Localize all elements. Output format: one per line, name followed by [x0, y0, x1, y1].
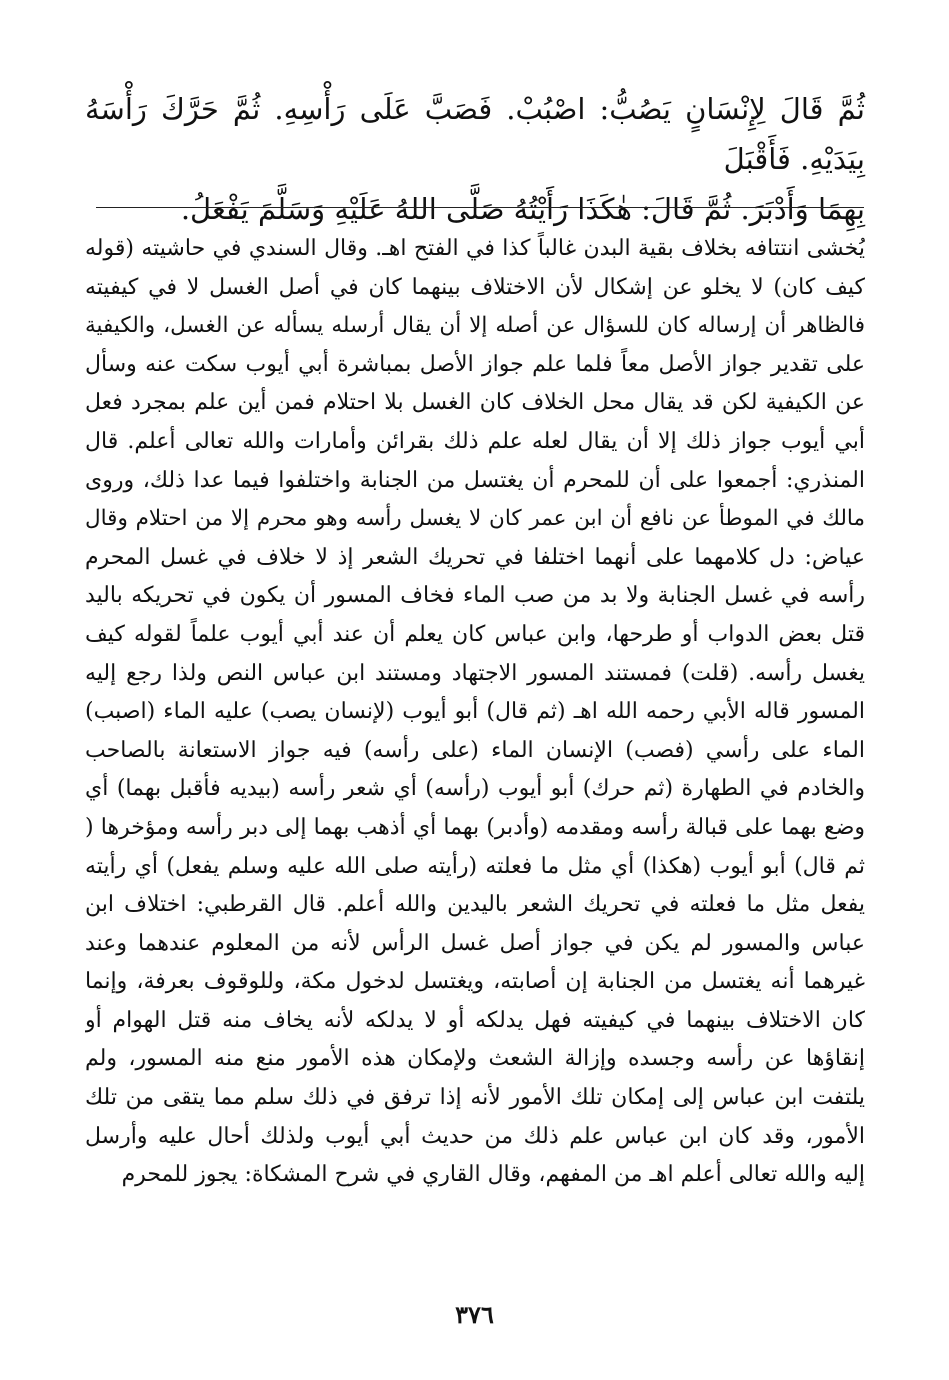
commentary-line: قتل بعض الدواب أو طرحها، وابن عباس كان يعلم أن عند أبي أيوب علماً لقوله كيف [85, 621, 865, 647]
commentary-line: مالك في الموطأ عن نافع أن ابن عمر كان لا يغسل رأسه وهو محرم إلا من احتلام وقال [85, 506, 865, 532]
commentary-line: ثم قال) أبو أيوب (هكذا) أي مثل ما فعلته (رأيته صلى الله عليه وسلم يفعل) أي رأيته [85, 853, 865, 879]
hadith-line: بِهِمَا وَأَدْبَرَ. ثُمَّ قَالَ: هٰكَذَا رَأَيْتُهُ صَلَّى اللهُ عَلَيْهِ وَسَلَّمَ يَفْعَلُ. [180, 192, 865, 226]
commentary-line: عن الكيفية لكن قد يقال محل الخلاف كان الغسل بلا احتلام فمن أين علم بمجرد فعل [85, 390, 865, 416]
commentary-line: يُخشى انتتافه بخلاف بقية البدن غالباً كذا في الفتح اهـ. وقال السندي في حاشيته (قوله [85, 236, 865, 261]
commentary-line: إنقاؤها عن رأسه وجسده وإزالة الشعث ولإمكان هذه الأمور منع منه المسور، ولم [85, 1046, 865, 1072]
commentary-line: وضع بهما على قبالة رأسه ومقدمه (وأدبر) بهما أي أذهب بهما إلى دبر رأسه ومؤخرها ( [85, 814, 865, 840]
page-number: ٣٧٦ [455, 1300, 494, 1329]
commentary-line: إليه والله تعالى أعلم اهـ من المفهم، وقال القاري في شرح المشكاة: يجوز للمحرم [121, 1162, 865, 1188]
commentary-line: رأسه في غسل الجنابة ولا بد من صب الماء فخاف المسور أن يكون في تحريكه باليد [85, 583, 865, 609]
hadith-text [85, 84, 865, 234]
commentary-line: المنذري: أجمعوا على أن للمحرم أن يغتسل من الجنابة واختلفوا فيما عدا ذلك، وروى [85, 467, 865, 493]
commentary-line: المسور قاله الأبي رحمه الله اهـ (ثم قال) أبو أيوب (لإنسان يصب) عليه الماء (اصبب) [85, 699, 865, 725]
commentary-line: غيرهما أنه يغتسل من الجنابة إن أصابته، ويغتسل لدخول مكة، وللوقوف بعرفة، وإنما [85, 969, 865, 995]
commentary-line: كان الاختلاف بينهما في كيفيته فهل يدلكه أو لا يدلكه لأنه يخاف منه قتل الهوام أو [85, 1007, 865, 1033]
commentary-line: يغسل رأسه. (قلت) فمستند المسور الاجتهاد ومستند ابن عباس النص ولذا رجع إليه [85, 660, 865, 686]
commentary-line: يفعل مثل ما فعلته في تحريك الشعر باليدين والله أعلم. قال القرطبي: اختلاف ابن [85, 892, 865, 918]
hadith-line: ثُمَّ قَالَ لِإِنْسَانٍ يَصُبُّ: اصْبُبْ. فَصَبَّ عَلَى رَأْسِهِ. ثُمَّ حَرَّكَ رَأْسَهُ بِيَدَيْهِ. فَأَقْبَلَ [85, 92, 865, 176]
commentary-line: فالظاهر أن إرساله كان للسؤال عن أصله إلا أن يقال أرسله يسأله عن الغسل، والكيفية [85, 313, 865, 339]
commentary-line: عباس والمسور لم يكن في جواز أصل غسل الرأس لأنه من المعلوم عندهما وعند [85, 930, 865, 956]
commentary-line: عياض: دل كلامهما على أنهما اختلفا في تحريك الشعر إذ لا خلاف في غسل المحرم [85, 544, 865, 570]
commentary-line: أبي أيوب جواز ذلك إلا أن يقال لعله علم ذلك بقرائن وأمارات والله تعالى أعلم. قال [85, 428, 865, 454]
footnote-divider [96, 207, 864, 208]
commentary-line: على تقدير جواز الأصل معاً فلما علم جواز الأصل بمباشرة أبي أيوب سكت عنه وسأل [85, 351, 865, 377]
commentary-text [85, 230, 865, 1195]
commentary-line: والخادم في الطهارة (ثم حرك) أبو أيوب (رأسه) أي شعر رأسه (بيديه فأقبل بهما) أي [85, 776, 865, 802]
commentary-line: الأمور، وقد كان ابن عباس علم ذلك من حديث أبي أيوب ولذلك أحال عليه وأرسل [85, 1123, 865, 1149]
commentary-line: يلتفت ابن عباس إلى إمكان تلك الأمور لأنه إذا ترفق في ذلك سلم مما يتقى من تلك [85, 1085, 865, 1111]
commentary-line: كيف كان) لا يخلو عن إشكال لأن الاختلاف بينهما كان في أصل الغسل لا في كيفيته [85, 274, 865, 300]
commentary-line: الماء على رأسي (فصب) الإنسان الماء (على رأسه) فيه جواز الاستعانة بالصاحب [85, 737, 865, 763]
